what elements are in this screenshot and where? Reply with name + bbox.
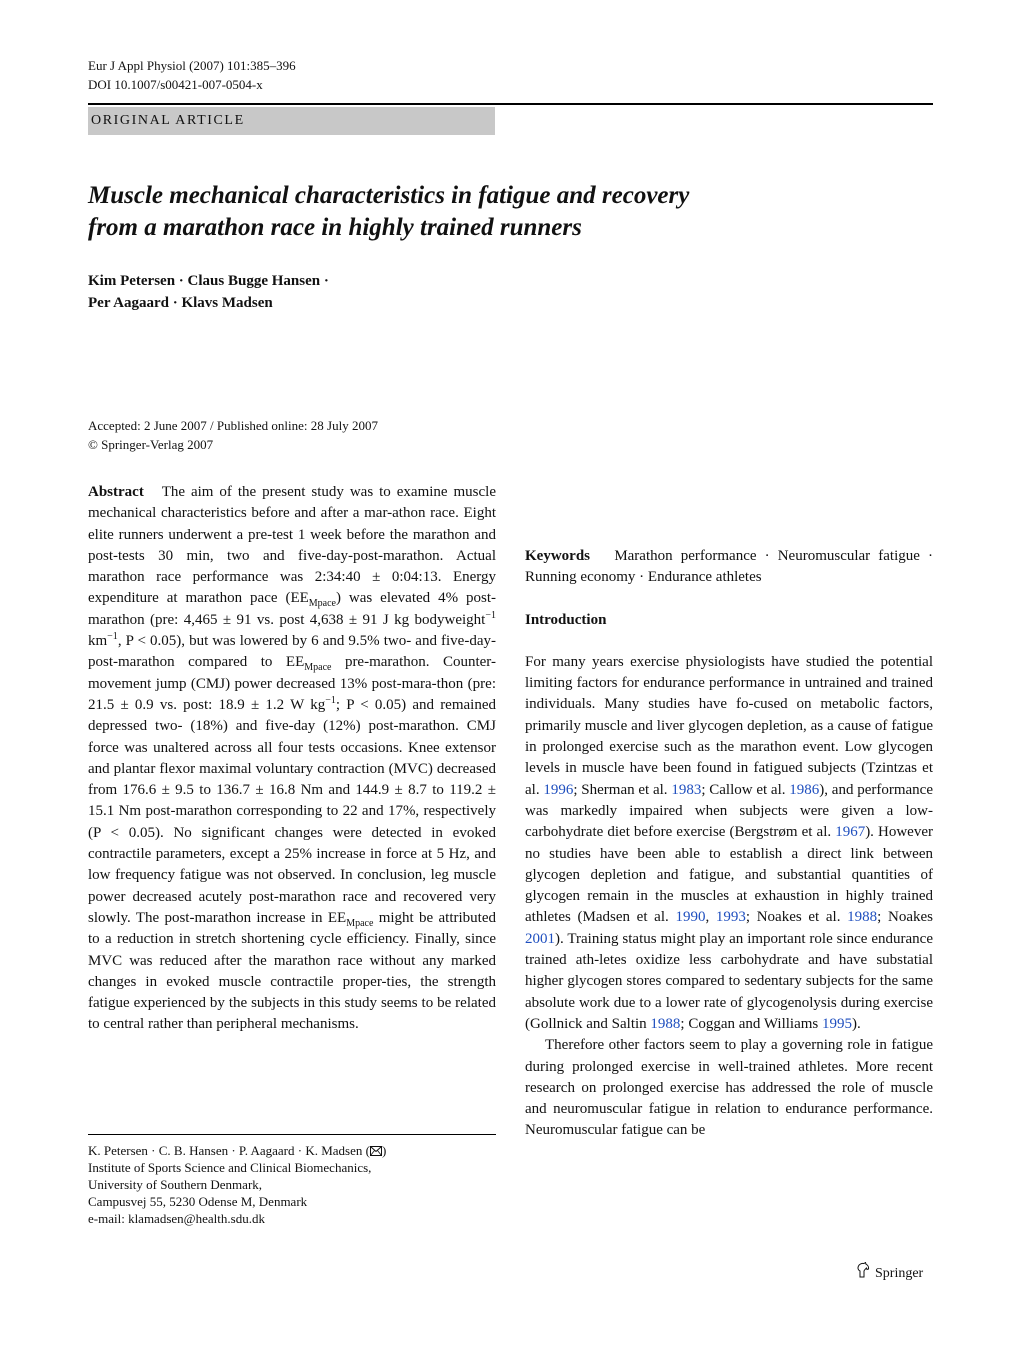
- citation-link[interactable]: 1986: [789, 781, 820, 798]
- intro-text: ; Sherman et al.: [573, 781, 672, 798]
- envelope-icon: [370, 1143, 382, 1158]
- journal-header: [88, 56, 296, 94]
- abstract-text: ) was elevated 4% post-marathon (pre: 4,465 ± 91 vs. post 4,638 ± 91 J kg bodyweight: [88, 590, 496, 628]
- subscript: Mpace: [346, 917, 374, 929]
- doi: DOI 10.1007/s00421-007-0504-x: [88, 77, 263, 92]
- citation-link[interactable]: 1967: [835, 824, 866, 841]
- publisher-footer: [856, 1262, 923, 1285]
- citation-link[interactable]: 1993: [715, 909, 746, 926]
- author-email[interactable]: e-mail: klamadsen@health.sdu.dk: [88, 1211, 265, 1226]
- keywords-block: [525, 546, 933, 589]
- keywords-label: Keywords: [525, 548, 590, 564]
- abstract-text: might be attributed to a reduction in stretch shortening cycle efficiency. Finally, since MVC was reduced after the marathon race without any marked changes in evoked muscle contractile proper-ties, the strength fatigue experienced by the subjects in this study seems to be related to central rather than peripheral mechanisms.: [88, 909, 496, 1033]
- affiliation-text: K. Petersen · C. B. Hansen · P. Aagaard · K. Madsen (: [88, 1143, 370, 1158]
- affiliation-text: ): [381, 1143, 387, 1158]
- intro-text: ).: [852, 1015, 861, 1032]
- authors-line: Kim Petersen · Claus Bugge Hansen ·: [88, 273, 329, 289]
- copyright: © Springer-Verlag 2007: [88, 437, 214, 452]
- citation-link[interactable]: 1988: [650, 1015, 681, 1032]
- author-list: [88, 270, 329, 314]
- intro-text: ). However no studies have been able to establish a direct link between glycogen depletion and fatigue, and substantial quantities of glycogen remain in the muscles at exhaustion in highly trained athletes (Madsen et al.: [525, 824, 933, 926]
- publication-dates: [88, 416, 378, 454]
- abstract-text: The aim of the present study was to examine muscle mechanical characteristics before and after a mar-athon race. Eight elite runners underwent a pre-test 1 week before the marathon and post-tests 30 min, two and five-day-post-marathon. Actual marathon race performance was 2:34:40 ± 0:04:13. Energy expenditure at marathon pace (EE: [88, 484, 496, 607]
- citation-link[interactable]: 1996: [543, 781, 574, 798]
- intro-text: ; Noakes: [877, 909, 934, 926]
- abstract-column: [88, 482, 496, 1036]
- accepted-published: Accepted: 2 June 2007 / Published online: 28 July 2007: [88, 418, 378, 433]
- intro-text: ; Coggan and Williams: [680, 1015, 823, 1032]
- abstract-text: ; P < 0.05) and remained depressed two- (18%) and five-day (12%) post-marathon. CMJ force was unaltered across all four tests occasions. Knee extensor and plantar flexor maximal voluntary contraction (MVC) decreased from 176.6 ± 9.5 to 136.7 ± 16.8 Nm and 144.9 ± 8.7 to 119.2 ± 15.1 Nm post-marathon corresponding to 22 and 17%, respectively (P < 0.05). No significant changes were detected in evoked contractile parameters, except a 25% increase in force at 5 Hz, and low frequency fatigue was not observed. In conclusion, leg muscle power decreased acutely post-marathon race and recovered very slowly. The post-marathon increase in EE: [88, 696, 496, 926]
- subscript: Mpace: [304, 662, 332, 674]
- abstract-text: pre-marathon. Counter-movement jump (CMJ) power decreased 13% post-mara-thon (pre: 21.5 ± 0.9 vs. post: 18.9 ± 1.2 W kg: [88, 654, 496, 713]
- affiliation-authors: [88, 1142, 496, 1159]
- author-affiliation: [88, 1142, 496, 1227]
- intro-text: ,: [705, 909, 716, 926]
- intro-paragraph: [525, 652, 933, 1035]
- article-title: [88, 180, 848, 244]
- abstract-text: , P < 0.05), but was lowered by 6 and 9.5% two- and five-day-post-marathon compared to EE: [88, 633, 496, 671]
- subscript: Mpace: [308, 598, 336, 610]
- intro-text: ; Noakes et al.: [745, 909, 848, 926]
- citation-link[interactable]: 1983: [671, 781, 702, 798]
- citation-link[interactable]: 2001: [525, 930, 555, 947]
- publisher-name: Springer: [875, 1265, 924, 1281]
- title-line: from a marathon race in highly trained runners: [88, 214, 582, 241]
- intro-paragraph: Therefore other factors seem to play a governing role in fatigue during prolonged exercise in well-trained athletes. More recent research on prolonged exercise has addressed the role of muscle and neuromuscular fatigue in relation to endurance performance. Neuromuscular fatigue can be: [525, 1037, 933, 1139]
- citation-link[interactable]: 1995: [822, 1015, 853, 1032]
- intro-text: ), and performance was markedly impaired when subjects were given a low-carbohydrate diet before exercise (Bergstrøm et al.: [525, 781, 934, 841]
- citation-link[interactable]: 1988: [847, 909, 878, 926]
- abstract-paragraph: [88, 482, 496, 1036]
- right-column: [525, 482, 933, 1142]
- springer-horse-icon: [856, 1262, 875, 1285]
- journal-citation: Eur J Appl Physiol (2007) 101:385–396: [88, 58, 296, 73]
- affiliation-line: Institute of Sports Science and Clinical Biomechanics,: [88, 1160, 372, 1175]
- affiliation-line: Campusvej 55, 5230 Odense M, Denmark: [88, 1194, 308, 1209]
- authors-line: Per Aagaard · Klavs Madsen: [88, 295, 273, 311]
- header-rule: [88, 103, 933, 105]
- article-type-badge: ORIGINAL ARTICLE: [88, 107, 495, 135]
- section-heading-introduction: Introduction: [525, 611, 607, 628]
- intro-text: For many years exercise physiologists have studied the potential limiting factors for endurance performance in untrained and trained individuals. Many studies have fo-cused on metabolic factors, primarily muscle and liver glycogen depletion, as a cause of fatigue in prolonged exercise such as the marathon event. Low glycogen levels in muscle have been found in fatigued subjects (Tzintzas et al.: [525, 653, 933, 798]
- affiliation-line: University of Southern Denmark,: [88, 1177, 263, 1192]
- title-line: Muscle mechanical characteristics in fatigue and recovery: [88, 182, 690, 209]
- abstract-text: km: [88, 633, 108, 650]
- keywords-text: Marathon performance · Neuromuscular fatigue · Running economy · Endurance athletes: [525, 548, 934, 586]
- superscript: −1: [325, 694, 336, 706]
- footnote-rule: [88, 1134, 496, 1135]
- superscript: −1: [107, 631, 118, 643]
- intro-text: ). Training status might play an important role since endurance trained ath-letes oxidize less carbohydrate and have substatial higher glycogen stores compared to sedentary subjects for the same absolute work due to a lower rate of glycogenolysis during exercise (Gollnick and Saltin: [525, 930, 933, 1032]
- abstract-label: Abstract: [88, 484, 144, 500]
- superscript: −1: [485, 609, 496, 621]
- intro-text: ; Callow et al.: [701, 781, 790, 798]
- citation-link[interactable]: 1990: [675, 909, 706, 926]
